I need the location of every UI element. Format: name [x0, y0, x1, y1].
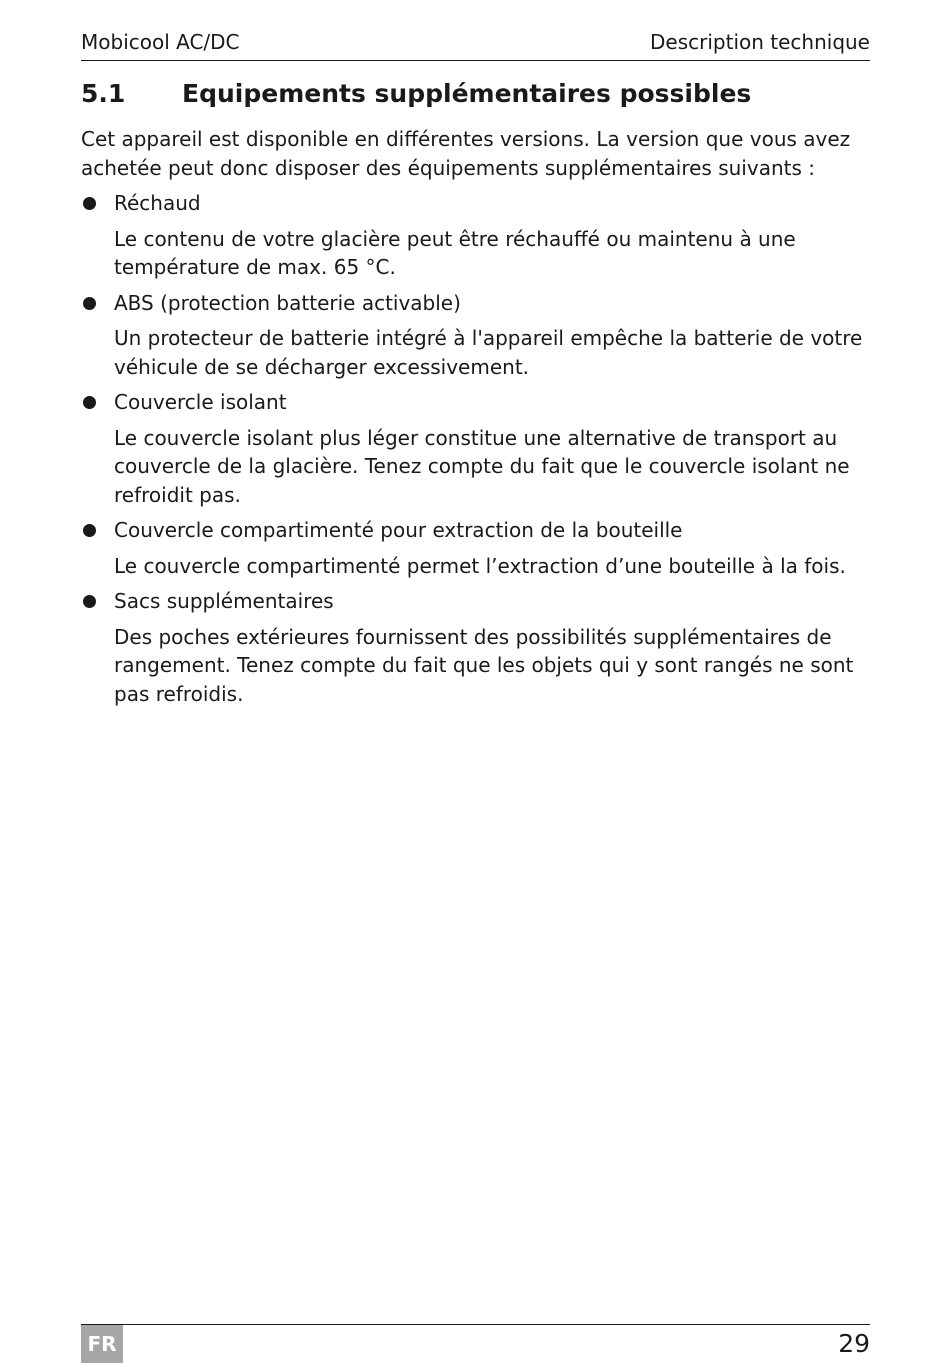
list-item-heading [81, 516, 870, 545]
list-item-title: ABS (protection batterie activable) [114, 290, 461, 315]
list-item-description: Le contenu de votre glacière peut être réchauffé ou maintenu à une température de max. 65 °C. [114, 226, 796, 279]
header-chapter-name: Description technique [650, 30, 870, 54]
list-item-title: Sacs supplémentaires [114, 589, 334, 613]
list-item-heading [81, 289, 870, 318]
section-number: 5.1 [81, 79, 126, 108]
list-item-sacs [81, 587, 870, 708]
list-item-heading [81, 587, 870, 616]
page-number: 29 [838, 1329, 870, 1358]
section-body [81, 125, 870, 715]
page-header [81, 28, 870, 61]
intro-paragraph: Cet appareil est disponible en différentes versions. La version que vous avez achetée peut donc disposer des équipements supplémentaires suivants : [81, 127, 851, 180]
list-item-title: Couvercle isolant [114, 390, 287, 414]
list-item-description: Un protecteur de batterie intégré à l'appareil empêche la batterie de votre véhicule de se décharger excessivement. [114, 326, 863, 379]
list-item-abs [81, 289, 870, 382]
list-item-heading [81, 388, 870, 417]
list-item-couvercle-isolant [81, 388, 870, 509]
section-heading [81, 78, 870, 110]
list-item-couvercle-compartimente [81, 516, 870, 580]
language-badge: FR [81, 1325, 123, 1363]
section-title: Equipements supplémentaires possibles [182, 79, 752, 108]
bullet-icon [83, 297, 96, 310]
footer-divider [81, 1324, 870, 1325]
list-item-title: Couvercle compartimenté pour extraction de la bouteille [114, 518, 683, 542]
bullet-icon [83, 524, 96, 537]
list-item-rechaud [81, 189, 870, 282]
header-product-name: Mobicool AC/DC [81, 30, 240, 54]
bullet-icon [83, 396, 96, 409]
bullet-icon [83, 197, 96, 210]
list-item-description: Le couvercle compartimenté permet l’extraction d’une bouteille à la fois. [114, 553, 846, 578]
bullet-icon [83, 595, 96, 608]
list-item-heading [81, 189, 870, 218]
list-item-title: Réchaud [114, 191, 201, 215]
list-item-description: Le couvercle isolant plus léger constitue une alternative de transport au couvercle de la glacière. Tenez compte du fait que le couvercle isolant ne refroidit pas. [114, 425, 850, 507]
list-item-description: Des poches extérieures fournissent des possibilités supplémentaires de rangement. Tenez compte du fait que les objets qui y sont rangés ne sont pas refroidis. [114, 624, 854, 706]
